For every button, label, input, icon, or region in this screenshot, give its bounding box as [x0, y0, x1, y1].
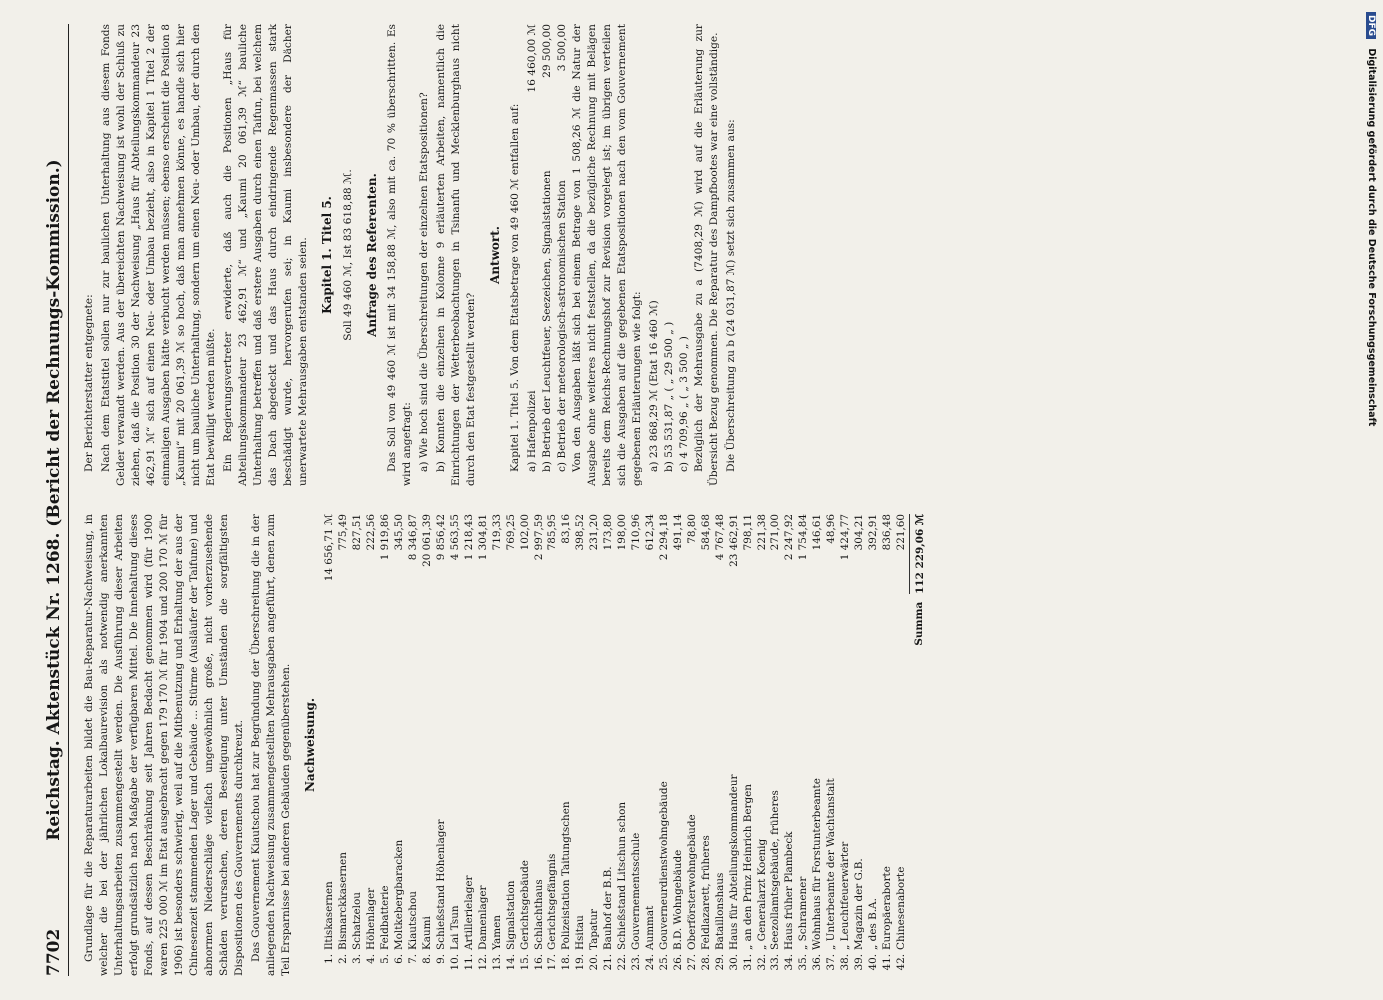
item-amount: 1 919,86: [379, 514, 392, 561]
item-label: Gouvernementsschule: [630, 832, 643, 950]
dfg-stamp-text: Digitalisierung gefördert durch die Deutsche Forschungsgemeinschaft: [1366, 48, 1377, 427]
item-number: 18.: [560, 954, 573, 971]
item-label: Gouverneurdienstwohngebäude: [657, 781, 670, 950]
item-number: 22.: [616, 954, 629, 971]
item-label: Europäeraborte: [880, 866, 893, 950]
item-label: Gerichtsgefängnis: [546, 853, 559, 950]
item-label: Damenlager: [476, 885, 489, 950]
item-number: 21.: [602, 954, 615, 971]
dfg-stamp: [1359, 12, 1377, 972]
item-number: 3.: [351, 954, 364, 964]
berichterstatter-text: Nach dem Etatstitel sollen nur zur baulichen Unterhaltung aus diesem Fonds Gelder verwandt werden. Aus der übereichten Nachweisung ist wohl der Schluß zu ziehen, daß die Position 30 der Nachweisung „Haus für Abteilungskommandeur 23 462,91 ℳ“ sich auf einen Neu- oder Umbau bezieht, also in Kapitel 1 Titel 2 der einmaligen Ausgaben hätte verbucht werden müssen; ebenso erscheint die Position 8 „Kaumi“ mit 20 061,39 ℳ so hoch, daß man annehmen könne, es handle sich hier nicht um bauliche Unterhaltung, sondern um einen Neu- oder Umbau, der durch den Etat bewilligt werden müßte.: [100, 24, 218, 486]
item-label: Kiautschou: [407, 891, 420, 950]
item-number: 42.: [894, 954, 907, 971]
item-label: Polizeistation Taitungtschen: [560, 801, 573, 950]
item-amount: 836,48: [880, 514, 893, 551]
verteilung-c: c) 4 709,96 „ ( „ 3 500 „ ): [678, 336, 691, 472]
nachweisung-row: [742, 514, 756, 976]
item-number: 26.: [671, 954, 684, 971]
item-label: „ Generalarzt Koenig: [755, 838, 768, 950]
nachweisung-row: [560, 514, 574, 976]
item-amount: 392,91: [867, 514, 880, 551]
item-amount: 798,11: [741, 514, 754, 551]
item-label: Tapatur: [588, 909, 601, 950]
nachweisung-row: [519, 514, 533, 976]
nachweisung-row: [323, 514, 337, 976]
item-number: 40.: [867, 954, 880, 971]
item-amount: 221,60: [894, 514, 907, 551]
item-amount: 78,80: [685, 514, 698, 544]
nachweisung-row: [588, 514, 602, 976]
item-number: 25.: [657, 954, 670, 971]
nachweisung-row: [728, 514, 742, 976]
item-number: 6.: [393, 954, 406, 964]
item-number: 14.: [504, 954, 517, 971]
right-column: [82, 24, 741, 486]
answer-a-amount: 16 460,00 ℳ: [525, 24, 538, 93]
item-amount: 222,56: [365, 514, 378, 551]
nachweisung-row: [533, 514, 547, 976]
item-amount: 14 656,71 ℳ: [323, 514, 336, 582]
item-amount: 775,49: [337, 514, 350, 551]
item-label: „ an den Prinz Heinrich Bergen: [741, 784, 754, 950]
sum-amount: 112 229,06 ℳ: [909, 514, 927, 594]
item-amount: 769,25: [504, 514, 517, 551]
nachweisung-row: [574, 514, 588, 976]
item-label: Moltkebergbaracken: [393, 839, 406, 950]
item-label: „ Leuchtfeuerwärter: [839, 841, 852, 950]
item-number: 33.: [769, 954, 782, 971]
answer-row-b: [540, 24, 555, 472]
item-amount: 271,00: [769, 514, 782, 551]
nachweisung-row: [867, 514, 881, 976]
item-number: 35.: [797, 954, 810, 971]
item-number: 8.: [421, 954, 434, 964]
page-title: Reichstag. Aktenstück Nr. 1268. (Bericht der Rechnungs-Kommission.): [44, 159, 64, 841]
item-amount: 398,52: [574, 514, 587, 551]
item-number: 19.: [574, 954, 587, 971]
nachweisung-row: [449, 514, 463, 976]
nachweisung-row: [644, 514, 658, 976]
nachweisung-row: [365, 514, 379, 976]
item-label: Haus für Abteilungskommandeur: [727, 774, 740, 950]
nachweisung-heading: Nachweisung.: [303, 697, 318, 793]
item-amount: 8 346,87: [407, 514, 420, 561]
nachweisung-row: [672, 514, 686, 976]
nachweisung-row: [895, 514, 909, 976]
item-label: Aummat: [644, 905, 657, 950]
item-label: Hsitau: [574, 915, 587, 950]
item-number: 16.: [532, 954, 545, 971]
item-label: Bataillonshaus: [713, 872, 726, 950]
item-number: 36.: [811, 954, 824, 971]
item-amount: 4 767,48: [713, 514, 726, 561]
left-column: [82, 514, 928, 976]
item-label: Schatzelou: [351, 892, 364, 950]
item-amount: 710,96: [630, 514, 643, 551]
nachweisung-row: [337, 514, 351, 976]
item-amount: 584,68: [699, 514, 712, 551]
nachweisung-row: [797, 514, 811, 976]
item-amount: 48,96: [825, 514, 838, 544]
answer-b-amount: 29 500,00: [540, 24, 553, 78]
item-label: Schießstand Höhenlager: [434, 819, 447, 950]
item-amount: 719,33: [490, 514, 503, 551]
item-label: Schießstand Litschun schon: [616, 801, 629, 950]
item-number: 24.: [644, 954, 657, 971]
item-number: 15.: [518, 954, 531, 971]
item-label: Oberförsterwohngebäude: [685, 814, 698, 950]
item-amount: 1 424,77: [839, 514, 852, 561]
verteilung-list: [647, 24, 692, 486]
item-label: „ Unterbeamte der Wachtanstalt: [825, 778, 838, 950]
nachweisung-row: [616, 514, 630, 976]
item-number: 5.: [379, 954, 392, 964]
item-label: Feldbatterie: [379, 885, 392, 950]
item-number: 27.: [685, 954, 698, 971]
nachweisung-row: [421, 514, 435, 976]
item-number: 37.: [825, 954, 838, 971]
intro-paragraph-2: Das Gouvernement Kiautschou hat zur Begründung der Überschreitung die in der anliegenden Nachweisung zusammengestellten Mehrausgaben angeführt, denen zum Teil Ersparnisse bei anderen Gebäuden gegenüberstehen.: [250, 514, 293, 976]
ueberschreitung-text: Die Überschreitung zu b (24 031,87 ℳ) setzt sich zusammen aus:: [725, 119, 738, 472]
nachweisung-row: [839, 514, 853, 976]
antwort-list: [525, 24, 570, 486]
item-amount: 2 247,92: [783, 514, 796, 561]
item-amount: 4 563,55: [448, 514, 461, 561]
nachweisung-table: [323, 514, 927, 976]
item-amount: 1 304,81: [476, 514, 489, 561]
anfrage-text: Das Soll von 49 460 ℳ ist mit 34 158,88 ℳ, also mit ca. 70 % überschritten. Es wird angefragt:: [385, 24, 413, 486]
nachweisung-row: [658, 514, 672, 976]
item-amount: 221,38: [755, 514, 768, 551]
item-label: Signalstation: [504, 880, 517, 950]
answer-c-label: c) Betrieb der meteorologisch-astronomischen Station: [555, 180, 568, 472]
answer-a-label: a) Hafenpolizei: [525, 390, 538, 472]
nachweisung-row: [714, 514, 728, 976]
nachweisung-row: [505, 514, 519, 976]
dfg-logo: DFG: [1366, 12, 1376, 39]
document-page: [28, 24, 1290, 976]
answer-b-label: b) Betrieb der Leuchtfeuer, Seezeichen, Signalstationen: [540, 170, 553, 472]
berichterstatter-intro: Der Berichterstatter entgegnete:: [83, 294, 95, 472]
nachweisung-row: [477, 514, 491, 976]
verteilung-b: b) 53 531,87 „ ( „ 29 500 „ ): [663, 321, 676, 472]
item-number: 30.: [727, 954, 740, 971]
item-amount: 231,20: [588, 514, 601, 551]
item-number: 28.: [699, 954, 712, 971]
item-amount: 1 218,43: [462, 514, 475, 561]
item-amount: 102,00: [518, 514, 531, 551]
answer-row-c: [555, 24, 570, 472]
item-label: Feldlazarett, früheres: [699, 835, 712, 950]
item-amount: 146,61: [811, 514, 824, 551]
nachweisung-row: [463, 514, 477, 976]
nachweisung-row: [783, 514, 797, 976]
question-b: b) Konnten die einzelnen in Kolonne 9 erläuterten Arbeiten, namentlich die Einrichtungen der Wetterbeobachtungen in Tsinanfu und Mecklenburghaus nicht durch den Etat festgestellt werden?: [434, 24, 477, 486]
item-amount: 2 997,59: [532, 514, 545, 561]
item-label: „ des B.A.: [867, 898, 880, 950]
item-label: Wohnhaus für Forstunterbeamte: [811, 778, 824, 950]
verteilung-a: a) 23 868,29 ℳ (Etat 16 460 ℳ): [648, 300, 661, 472]
item-number: 23.: [630, 954, 643, 971]
item-amount: 491,14: [671, 514, 684, 551]
nachweisung-row: [491, 514, 505, 976]
nachweisung-row: [407, 514, 421, 976]
item-label: Schlachthaus: [532, 879, 545, 950]
item-number: 20.: [588, 954, 601, 971]
item-amount: 23 462,91: [727, 514, 740, 567]
item-amount: 345,50: [393, 514, 406, 551]
answer-row-a: [525, 24, 540, 472]
item-label: Bauhof der B.B.: [602, 866, 615, 950]
nachweisung-row: [546, 514, 560, 976]
item-label: Gerichtsgebäude: [518, 860, 531, 950]
antwort-heading: Antwort.: [487, 226, 502, 284]
nachweisung-row: [825, 514, 839, 976]
sum-row: [909, 514, 927, 976]
item-label: Magazin der G.B.: [853, 858, 866, 950]
sum-label: Summa: [913, 601, 926, 646]
item-number: 11.: [462, 954, 475, 971]
item-amount: 612,34: [644, 514, 657, 551]
item-number: 17.: [546, 954, 559, 971]
nachweisung-row: [686, 514, 700, 976]
item-number: 38.: [839, 954, 852, 971]
item-label: Höhenlager: [365, 887, 378, 950]
page-number: 7702: [44, 928, 64, 976]
answer-c-amount: 3 500,00: [555, 24, 568, 72]
intro-paragraph: Grundlage für die Reparaturarbeiten bildet die Bau-Reparatur-Nachweisung, in welcher die bei der jährlichen Lokalbaurevision als notwendig anerkannten Unterhaltungsarbeiten zusammengestellt werden. Die Ausführung dieser Arbeiten erfolgt grundsätzlich nach Maßgabe der verfügbaren Mittel. Die Innehaltung dieses Fonds, auf dessen Beschränkung seit Jahren Bedacht genommen wird (für 1900 waren 225 000 ℳ im Etat ausgebracht gegen 179 170 ℳ für 1904 und 200 170 ℳ für 1906) ist besonders schwierig, weil auf die Mitbenutzung und Erhaltung der aus der Chinesenzeit stammenden Lager und Gebäude ... Stürme (Ausläufer der Taifune) und abnormen Niederschläge vielfach ungewöhnlich große, nicht vorherzusehende Schäden verursachen, deren Beseitigung unter Umständen die sorgfältigsten Dispositionen des Gouvernements durchkreuzt.: [83, 514, 246, 976]
item-amount: 83,16: [560, 514, 573, 544]
item-amount: 20 061,39: [421, 514, 434, 567]
anfrage-heading: Anfrage des Referenten.: [364, 173, 379, 337]
item-number: 39.: [853, 954, 866, 971]
item-amount: 173,80: [602, 514, 615, 551]
item-number: 32.: [755, 954, 768, 971]
soll-ist-line: Soll 49 460 ℳ, Ist 83 618,88 ℳ.: [341, 169, 354, 341]
nachweisung-row: [700, 514, 714, 976]
item-amount: 1 754,84: [797, 514, 810, 561]
nachweisung-rows: [323, 514, 909, 976]
item-number: 34.: [783, 954, 796, 971]
item-label: Iltiskasernen: [323, 881, 336, 950]
item-label: Chinesenaborte: [894, 866, 907, 950]
nachweisung-row: [881, 514, 895, 976]
nachweisung-row: [853, 514, 867, 976]
item-number: 10.: [448, 954, 461, 971]
item-label: Lai Tsun: [448, 905, 461, 950]
item-label: Haus früher Plambeck: [783, 831, 796, 950]
nachweisung-row: [602, 514, 616, 976]
item-number: 41.: [880, 954, 893, 971]
nachweisung-row: [756, 514, 770, 976]
item-label: Yamen: [490, 915, 503, 950]
nachweisung-row: [630, 514, 644, 976]
item-number: 13.: [490, 954, 503, 971]
item-amount: 198,00: [616, 514, 629, 551]
regierungsvertreter-text: Ein Regierungsvertreter erwiderte, daß auch die Positionen „Haus für Abteilungskommandeur 23 462,91 ℳ“ und „Kaumi 20 061,39 ℳ“ bauliche Unterhaltung betreffen und daß erstere Ausgaben durch einen Taifun, bei welchem das Dach abgedeckt und das Haus durch eindringende Regenmassen stark beschädigt wurde, hervorgerufen sei; in Kaumi insbesondere der Dächer unerwartete Mehrausgaben entstanden seien.: [222, 24, 310, 486]
item-label: Kaumi: [421, 916, 434, 950]
nachweisung-row: [811, 514, 825, 976]
item-label: „ Schramener: [797, 876, 810, 950]
item-number: 12.: [476, 954, 489, 971]
item-amount: 785,95: [546, 514, 559, 551]
question-a: a) Wie hoch sind die Überschreitungen der einzelnen Etatspositionen?: [417, 92, 430, 472]
nachweisung-row: [769, 514, 783, 976]
nachweisung-row: [351, 514, 365, 976]
kapitel-heading: Kapitel 1. Titel 5.: [320, 196, 335, 314]
antwort-text: Kapitel 1. Titel 5. Von dem Etatsbetrage von 49 460 ℳ entfallen auf:: [508, 103, 521, 472]
item-label: B.D. Wohngebäude: [671, 849, 684, 950]
item-number: 4.: [365, 954, 378, 964]
mehrausgabe-text: Bezüglich der Mehrausgabe zu a (7408,29 ℳ) wird auf die Erläuterung zur Übersicht Bezug genommen. Die Reparatur des Dampfbootes war eine vollständige.: [693, 24, 721, 486]
nachweisung-row: [435, 514, 449, 976]
nachweisung-row: [393, 514, 407, 976]
item-number: 29.: [713, 954, 726, 971]
item-label: Seezollamtsgebäude, früheres: [769, 790, 782, 950]
item-amount: 304,21: [853, 514, 866, 551]
item-number: 1.: [323, 954, 336, 964]
page-header: [28, 24, 69, 976]
item-label: Bismarckkasernen: [337, 852, 350, 950]
item-amount: 9 856,42: [434, 514, 447, 561]
item-number: 7.: [407, 954, 420, 964]
item-number: 9.: [434, 954, 447, 964]
item-amount: 2 294,18: [657, 514, 670, 561]
item-number: 2.: [337, 954, 350, 964]
item-number: 31.: [741, 954, 754, 971]
item-amount: 827,51: [351, 514, 364, 551]
item-label: Artillerielager: [462, 875, 475, 950]
ausgaben-text: Von den Ausgaben läßt sich bei einem Betrage von 1 508,26 ℳ die Natur der Ausgabe ohne weiteres nicht feststellen, da die bezügliche Rechnung mit Belägen bereits dem Reichs-Rechnungshof zur Revision vorgelegt ist; im übrigen verteilen sich die Ausgaben auf die gegebenen Etatspositionen nach den vom Gouvernement gegebenen Erläuterungen wie folgt:: [570, 24, 644, 486]
nachweisung-row: [379, 514, 393, 976]
